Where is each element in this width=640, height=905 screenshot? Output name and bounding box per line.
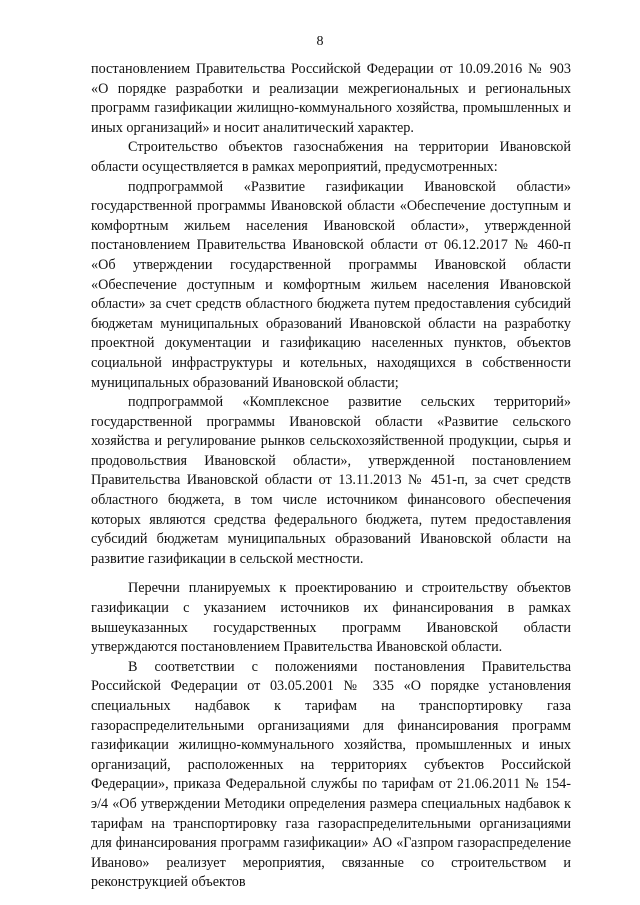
paragraph-continuation: постановлением Правительства Российской Федерации от 10.09.2016 № 903 «О порядке разработки и реализации межрегиональных и региональных программ газификации жилищно-коммунального хозяйства, промышленных и иных организаций» и носит аналитический характер. [91,61,571,136]
page-number: 8 [316,34,324,49]
document-body [91,60,571,893]
paragraph-object-lists: Перечни планируемых к проектированию и строительству объектов газификации с указанием источников их финансирования в рамках вышеуказанных государственных программ Ивановской области утверждаются постановлением Правительства Ивановской области. [91,580,571,656]
paragraph-special-surcharges: В соответствии с положениями постановления Правительства Российской Федерации от 03.05.2001 № 335 «О порядке установления специальных надбавок к тарифам на транспортировку газа газораспределительными организациями для финансирования программ газификации жилищно-коммунального хозяйства, промышленных и иных организаций, расположенных на территориях субъектов Российской Федерации», приказа Федеральной службы по тарифам от 21.06.2011 № 154-э/4 «Об утверждении Методики определения размера специальных надбавок к тарифам на транспортировку газа газораспределительными организациями для финансирования программ газификации» АО «Газпром газораспределение Иваново» реализует мероприятия, связанные со строительством и реконструкцией объектов [91,658,571,891]
paragraph-rural-development-subprogram: подпрограммой «Комплексное развитие сельских территорий» государственной программы Ивановской области «Развитие сельского хозяйства и регулирование рынков сельскохозяйственной продукции, сырья и продовольствия Ивановской области», утвержденной постановлением Правительства Ивановской области от 13.11.2013 № 451-п, за счет средств областного бюджета, в том числе источником финансового обеспечения которых являются средства федерального бюджета, путем предоставления субсидий бюджетам муниципальных образований Ивановской области на развитие газификации в сельской местности. [91,394,571,567]
paragraph-construction-intro: Строительство объектов газоснабжения на территории Ивановской области осуществляется в рамках мероприятий, предусмотренных: [91,139,571,175]
paragraph-gasification-subprogram: подпрограммой «Развитие газификации Ивановской области» государственной программы Ивановской области «Обеспечение доступным и комфортным жильем населения Ивановской области», утвержденной постановлением Правительства Ивановской области от 06.12.2017 № 460-п «Об утверждении государственной программы Ивановской области «Обеспечение доступным и комфортным жильем населения Ивановской области» за счет средств областного бюджета путем предоставления субсидий бюджетам муниципальных образований Ивановской области на разработку проектной документации и газификацию населенных пунктов, объектов социальной инфраструктуры и котельных, находящихся в собственности муниципальных образований Ивановской области; [91,178,571,391]
